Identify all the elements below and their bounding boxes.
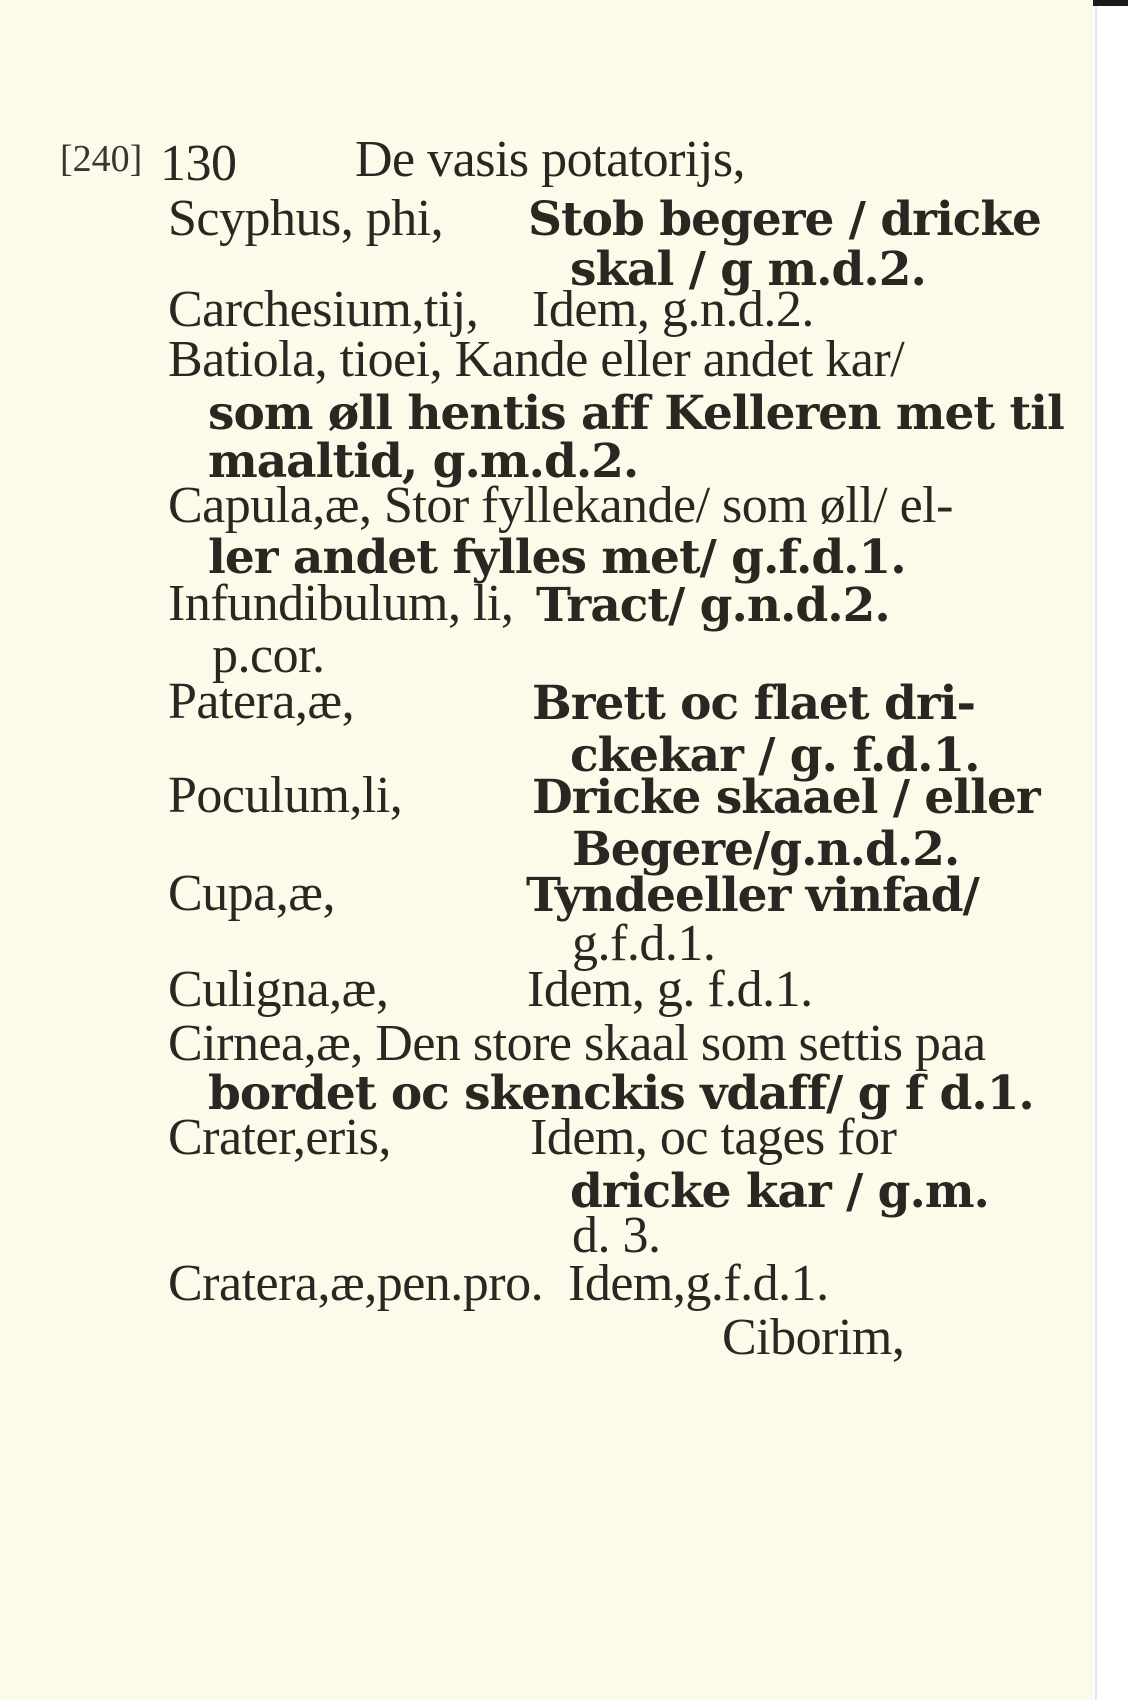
entry-continuation: g.f.d.1.	[572, 915, 716, 972]
entry-latin: Cratera,æ,pen.pro.	[168, 1255, 544, 1312]
entry-gloss: Idem, g.n.d.2.	[532, 281, 814, 338]
entry-latin: Infundibulum, li,	[168, 575, 514, 632]
entry-latin: Crater,eris,	[168, 1109, 391, 1166]
entry-continuation: maaltid, g.m.d.2.	[208, 434, 639, 489]
entry-line: Batiola, tioei, Kande eller andet kar/	[168, 331, 905, 388]
entry-gloss: Idem, g. f.d.1.	[527, 961, 813, 1018]
entry-continuation: ler andet fylles met/ g.f.d.1.	[208, 530, 906, 585]
entry-latin: Carchesium,tij,	[168, 281, 479, 338]
entry-continuation: bordet oc skenckis vdaff/ g f d.1.	[208, 1066, 1034, 1121]
entry-latin: Poculum,li,	[168, 767, 403, 824]
corner-mark	[1093, 0, 1128, 6]
entry-line: Capula,æ, Stor fyllekande/ som øll/ el-	[168, 477, 953, 534]
entry-continuation: som øll hentis aff Kelleren met til	[208, 386, 1064, 441]
page-reference: [240]	[60, 138, 143, 180]
entry-gloss: Dricke skaael / eller	[532, 770, 1040, 825]
entry-continuation: Begere/g.n.d.2.	[572, 822, 960, 877]
running-head: De vasis potatorijs,	[355, 131, 746, 188]
entry-latin: Culigna,æ,	[168, 961, 389, 1018]
entry-continuation: d. 3.	[572, 1207, 661, 1264]
entry-gloss: Idem,g.f.d.1.	[568, 1255, 829, 1312]
entry-gloss: Idem, oc tages for	[530, 1109, 897, 1166]
folio-number: 130	[160, 135, 237, 192]
entry-continuation: dricke kar / g.m.	[570, 1164, 989, 1219]
entry-line: Cirnea,æ, Den store skaal som settis paa	[168, 1015, 986, 1072]
entry-gloss: Tract/ g.n.d.2.	[536, 578, 890, 633]
entry-latin: Cupa,æ,	[168, 865, 335, 922]
entry-gloss: Brett oc flaet dri-	[532, 676, 975, 731]
entry-continuation: skal / g m.d.2.	[570, 242, 926, 297]
entry-latin: Patera,æ,	[168, 673, 355, 730]
entry-gloss: Tyndeeller vinfad/	[526, 868, 979, 923]
entry-gloss: Stob begere / dricke	[528, 192, 1041, 247]
scan-edge	[1095, 0, 1097, 1700]
catchword: Ciborim,	[722, 1309, 905, 1366]
entry-continuation: p.cor.	[212, 627, 325, 684]
entry-continuation: ckekar / g. f.d.1.	[570, 728, 980, 783]
entry-latin: Scyphus, phi,	[168, 190, 444, 247]
